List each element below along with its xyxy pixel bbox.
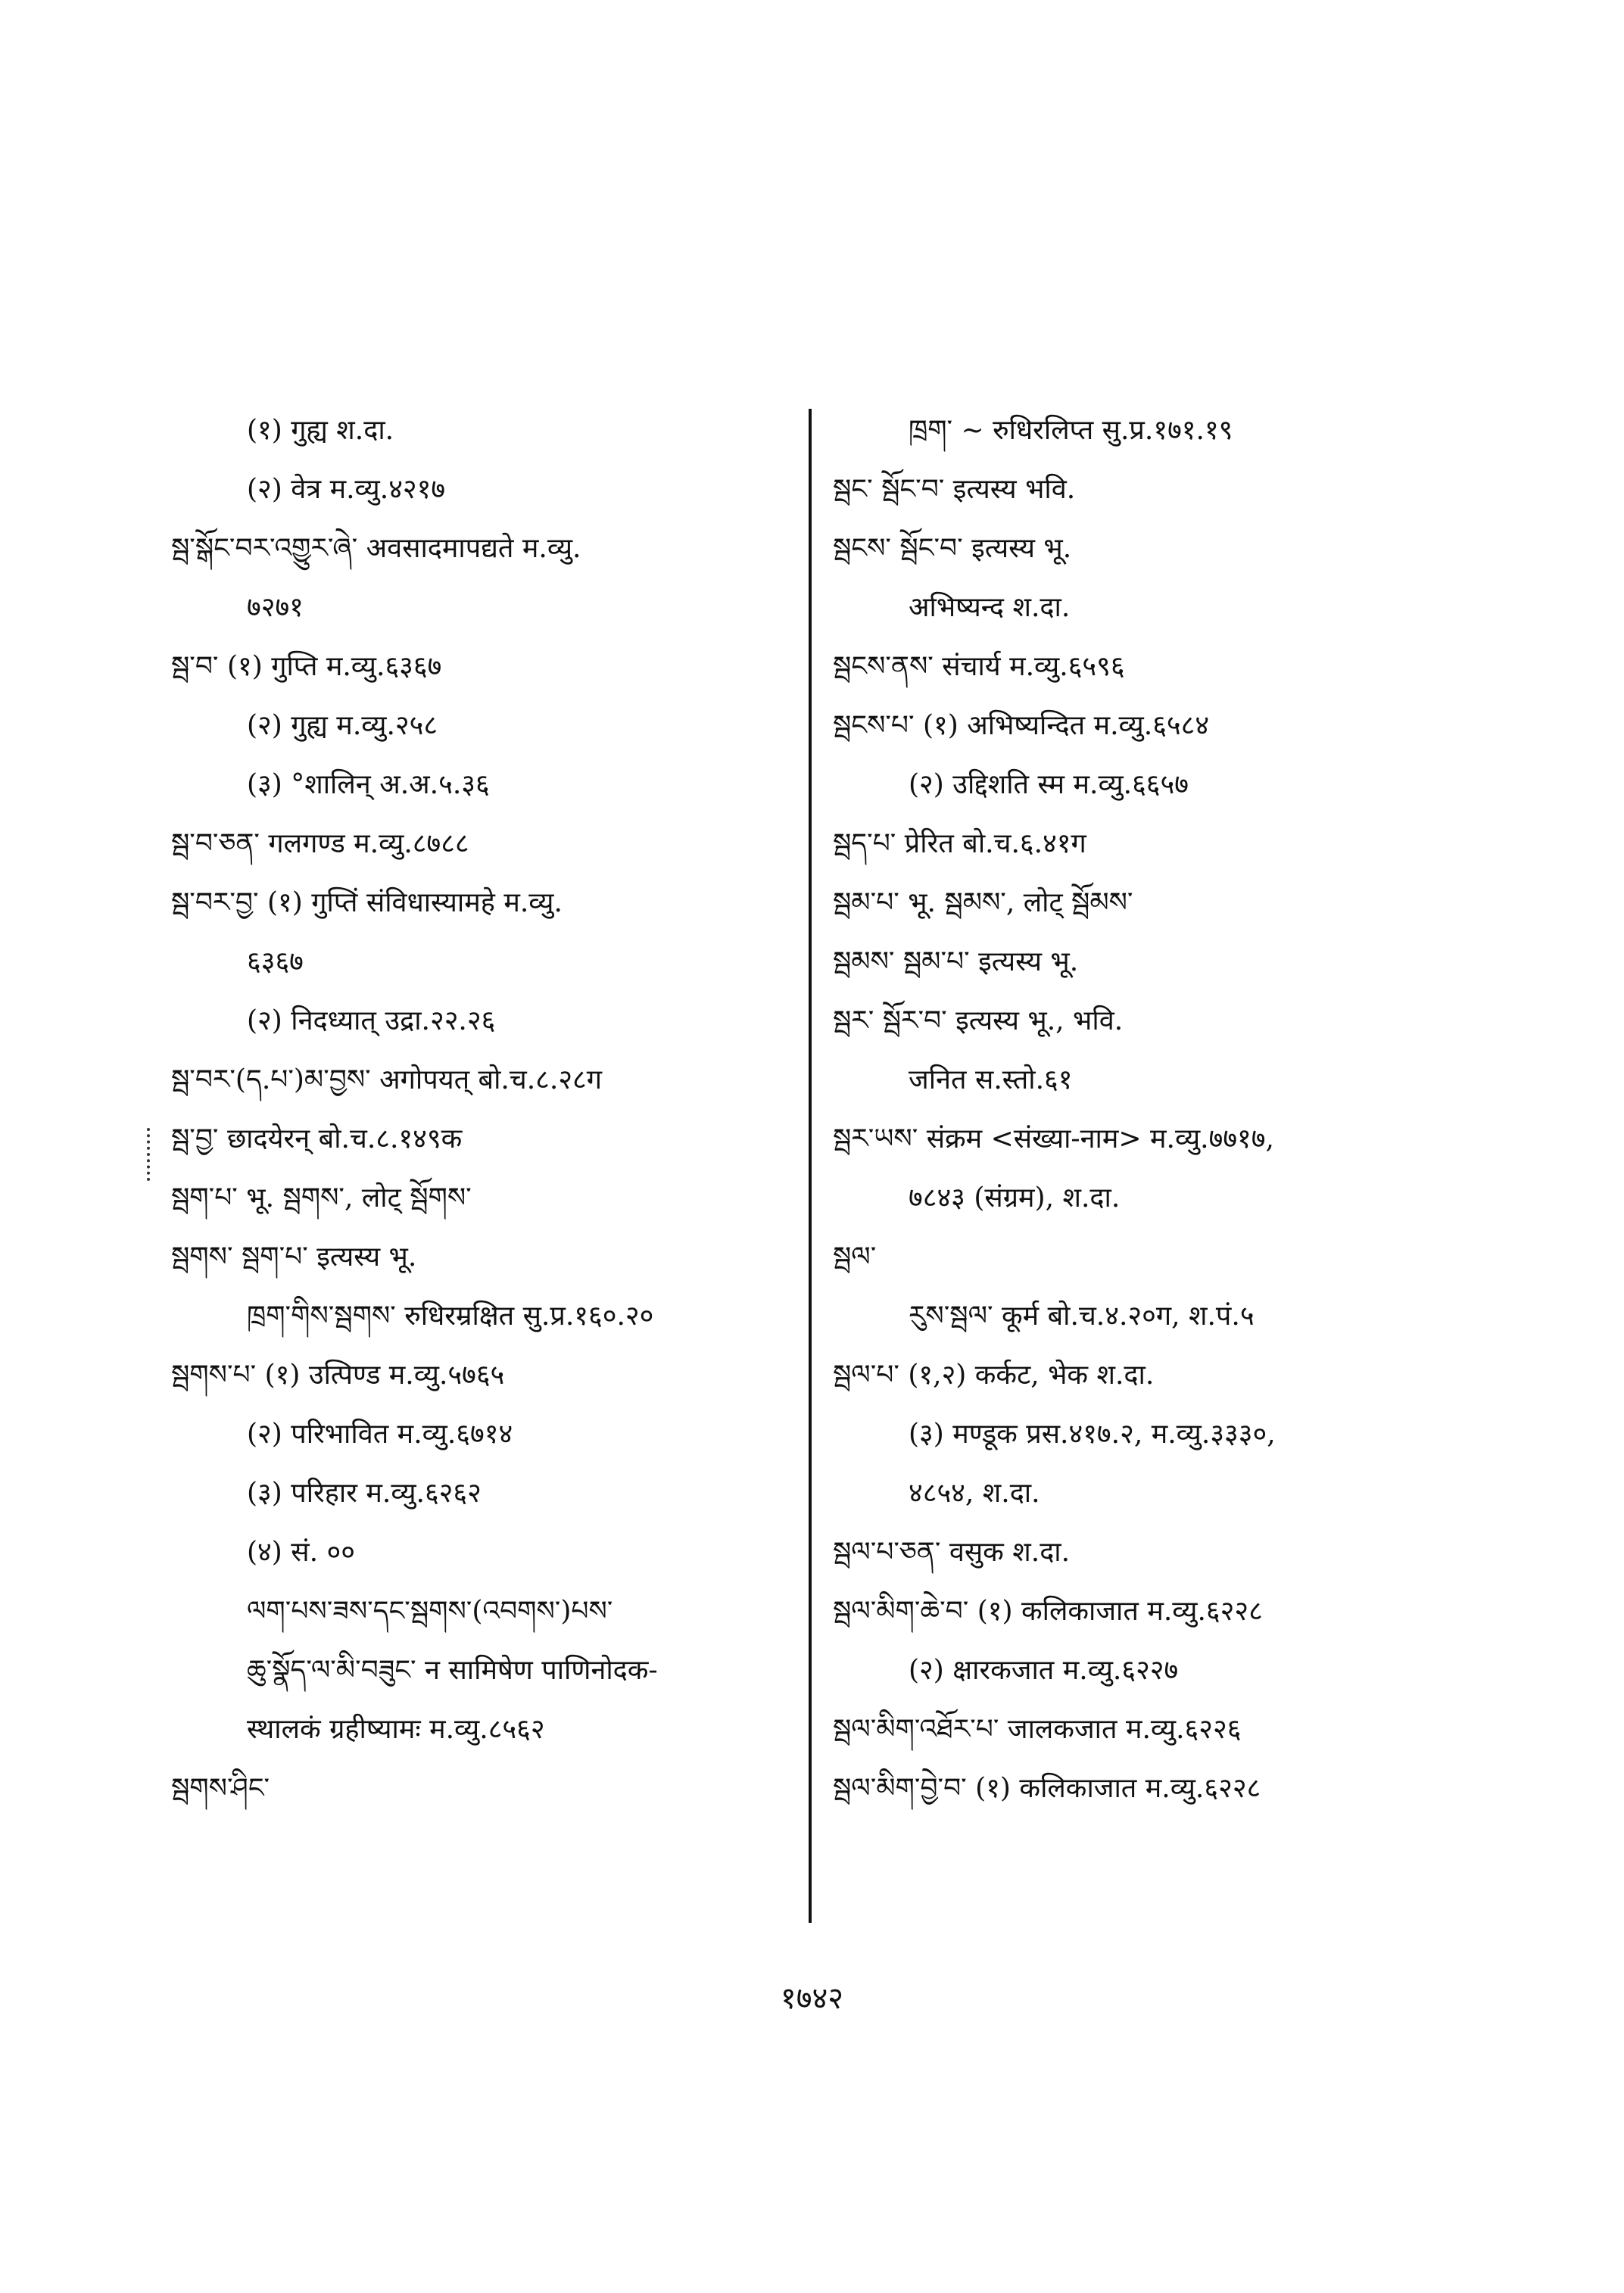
dictionary-line: སྦ་བར་(ད.པ་)མ་བྱས་ अगोपयत् बो.च.८.२८ग: [171, 1064, 603, 1095]
dictionary-line: སྦངས་ སྦོང་བ་ इत्यस्य भू.: [833, 533, 1072, 564]
dictionary-line: ४८५४, श.दा.: [909, 1478, 1040, 1509]
dictionary-line: ཆུ་སྣོད་ལ་མི་བཟུང་ न सामिषेण पाणिनोदक-: [247, 1655, 658, 1686]
dictionary-line: स्थालकं ग्रहीष्यामः म.व्यु.८५६२: [247, 1714, 545, 1745]
dictionary-line: སྦར་ཡས་ संक्रम <संख्या-नाम> म.व्यु.७७१७,: [833, 1123, 1274, 1154]
dictionary-line: ७८४३ (संग्रम), श.दा.: [909, 1182, 1121, 1213]
dictionary-line: སྦང་ སྦོང་བ་ इत्यस्य भवि.: [833, 474, 1076, 505]
dictionary-line: (२) निदध्यात् उद्रा.२२.२६: [247, 1005, 496, 1036]
dictionary-line: སྦལ་མིག་ཆེ་བ་ (१) कलिकाजात म.व्यु.६२२८: [833, 1596, 1263, 1627]
dictionary-line: (४) सं. ००: [247, 1537, 355, 1568]
dictionary-line: རུས་སྦལ་ कूर्म बो.च.४.२०ग, श.पं.५: [909, 1301, 1255, 1332]
dictionary-line: སྦལ་པ་ (१,२) कर्कट, भेक श.दा.: [833, 1360, 1155, 1391]
dictionary-line: (२) परिभावित म.व्यु.६७१४: [247, 1419, 513, 1450]
dictionary-line: (२) क्षारकजात म.व्यु.६२२७: [909, 1655, 1179, 1686]
dictionary-line: (२) गुह्य म.व्यु.२५८: [247, 710, 438, 741]
dictionary-line: अभिष्यन्द श.दा.: [909, 592, 1071, 623]
dictionary-line: སྦད་པ་ प्रेरित बो.च.६.४१ग: [833, 828, 1086, 859]
dictionary-line: སྦངས་པ་ (१) अभिष्यन्दित म.व्यु.६५८४: [833, 710, 1210, 741]
dictionary-line: (३) परिहार म.व्यु.६२६२: [247, 1478, 482, 1509]
dictionary-line: སྦགས་པ་ (१) उत्पिण्ड म.व्यु.५७६५: [171, 1360, 505, 1391]
dictionary-line: ६३६७: [247, 946, 304, 977]
dictionary-line: (१) गुह्य श.दा.: [247, 415, 394, 446]
dictionary-line: སྦགས་ཤིང་: [171, 1773, 270, 1804]
dictionary-line: སྦ་བྱ་ छादयेरन् बो.च.८.१४९क: [171, 1123, 463, 1154]
dictionary-line: (३) °शालिन् अ.अ.५.३६: [247, 769, 490, 800]
dictionary-line: སྦལ་: [833, 1242, 877, 1273]
dictionary-line: སྦག་པ་ भू. སྦགས་, लोट् སྦོགས་: [171, 1182, 472, 1213]
margin-dots: [147, 1128, 156, 1181]
dictionary-line: ७२७१: [247, 592, 304, 623]
dictionary-line: སྦམ་པ་ भू. སྦམས་, लोट् སྦོམས་: [833, 887, 1133, 918]
dictionary-line: སྦ་བ་ (१) गुप्ति म.व्यु.६३६७: [171, 651, 442, 682]
dictionary-line: जनित स.स्तो.६१: [909, 1064, 1073, 1095]
dictionary-line: སྦལ་མིག་འཐོར་པ་ जालकजात म.व्यु.६२२६: [833, 1714, 1242, 1745]
dictionary-line: སྦགས་ སྦག་པ་ इत्यस्य भू.: [171, 1242, 417, 1273]
dictionary-line: ལག་པས་ཟས་དང་སྦགས་(འབགས་)པས་: [247, 1596, 613, 1627]
column-divider: [809, 409, 812, 1923]
dictionary-line: ཁྲག་གིས་སྦགས་ रुधिरम्रक्षित सु.प्र.१६०.२०: [247, 1301, 654, 1332]
dictionary-line: སྦ་སྒོང་བར་འགྱུར་ཞེ་ अवसादमापद्यते म.व्यु.: [171, 533, 581, 564]
dictionary-line: སྦམས་ སྦམ་པ་ इत्यस्य भू.: [833, 946, 1079, 977]
dictionary-line: (२) उद्दिशति स्म म.व्यु.६६५७: [909, 769, 1189, 800]
dictionary-line: ཁྲག་ ~ रुधिरलिप्त सु.प्र.१७१.१९: [909, 415, 1233, 446]
dictionary-line: སྦ་བ་ཅན་ गलगण्ड म.व्यु.८७८८: [171, 828, 469, 859]
dictionary-line: (२) वेत्र म.व्यु.४२१७: [247, 474, 446, 505]
dictionary-line: སྦར་ སྦོར་བ་ इत्यस्य भू., भवि.: [833, 1005, 1124, 1036]
dictionary-line: སྦལ་པ་ཅན་ वसुक श.दा.: [833, 1537, 1071, 1568]
dictionary-line: སྦལ་མིག་བྱེ་བ་ (१) कलिकाजात म.व्यु.६२२८: [833, 1773, 1261, 1804]
page-number: १७४२: [780, 1981, 844, 2016]
dictionary-line: སྦངས་ནས་ संचार्य म.व्यु.६५९६: [833, 651, 1125, 682]
dictionary-line: སྦ་བར་བྱ་ (१) गुप्तिं संविधास्यामहे म.व्यु.: [171, 887, 563, 918]
dictionary-line: (३) मण्डूक प्रस.४१७.२, म.व्यु.३३३०,: [909, 1419, 1276, 1450]
